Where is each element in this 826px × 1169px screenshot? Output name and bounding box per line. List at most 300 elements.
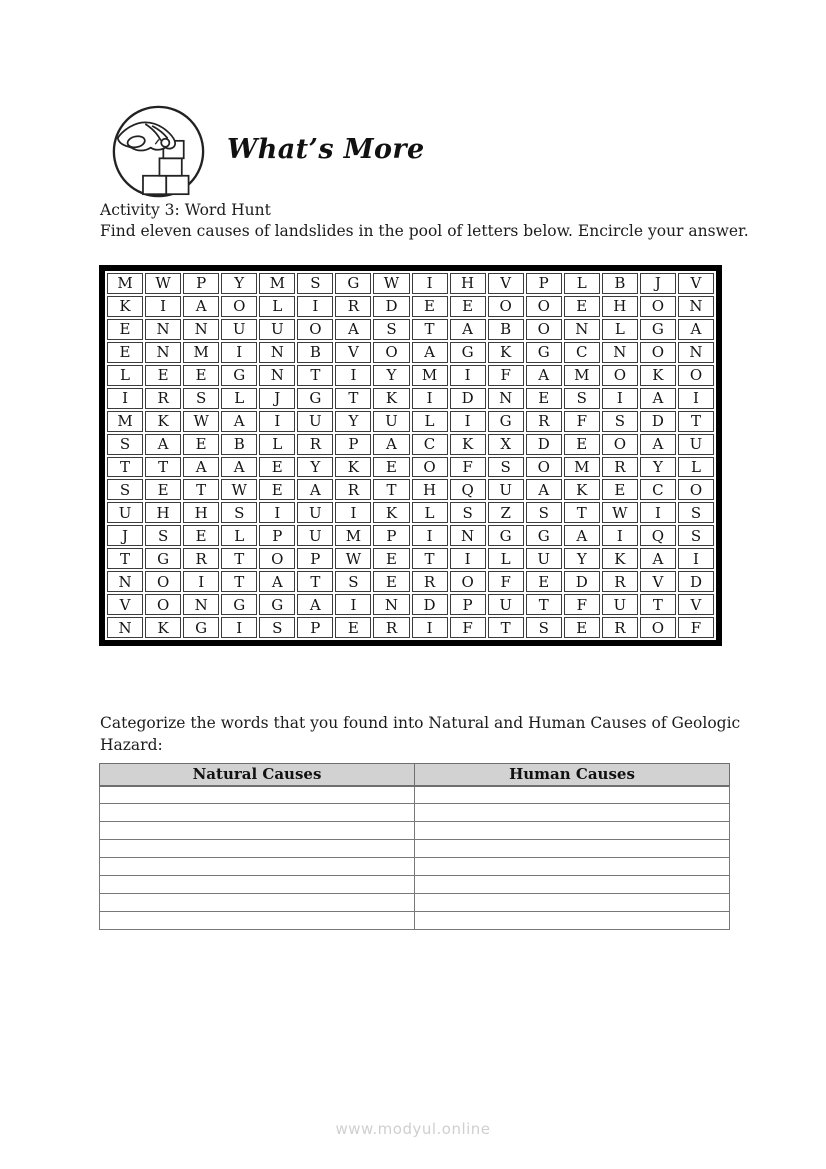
grid-cell: Y [335, 411, 371, 432]
grid-cell: I [412, 525, 448, 546]
grid-cell: O [145, 571, 181, 592]
grid-cell: E [564, 434, 600, 455]
grid-row [107, 411, 714, 432]
grid-cell: I [450, 411, 486, 432]
grid-cell: O [450, 571, 486, 592]
grid-cell: A [335, 319, 371, 340]
grid-cell: N [488, 388, 524, 409]
grid-cell: F [450, 457, 486, 478]
grid-cell: E [335, 617, 371, 638]
grid-cell: E [183, 434, 219, 455]
activity-instruction: Find eleven causes of landslides in the pool of letters below. Encircle your answer. [100, 222, 749, 240]
grid-cell: S [373, 319, 409, 340]
grid-cell: N [564, 319, 600, 340]
grid-cell: J [259, 388, 295, 409]
grid-cell: A [526, 479, 562, 500]
grid-cell: M [335, 525, 371, 546]
grid-cell: T [412, 319, 448, 340]
category-table-cell [415, 858, 730, 876]
grid-cell: Y [221, 273, 257, 294]
grid-cell: R [183, 548, 219, 569]
grid-cell: I [145, 296, 181, 317]
grid-cell: L [678, 457, 714, 478]
grid-cell: N [107, 617, 143, 638]
grid-cell: T [640, 594, 676, 615]
grid-cell: T [221, 571, 257, 592]
grid-cell: Q [640, 525, 676, 546]
category-table-cell [415, 912, 730, 930]
category-table-cell [415, 894, 730, 912]
grid-cell: A [221, 411, 257, 432]
grid-cell: R [602, 457, 638, 478]
grid-cell: I [259, 411, 295, 432]
grid-cell: N [602, 342, 638, 363]
grid-cell: M [259, 273, 295, 294]
grid-cell: E [373, 457, 409, 478]
grid-cell: I [335, 594, 371, 615]
grid-cell: P [526, 273, 562, 294]
category-table-cell [415, 876, 730, 894]
grid-cell: S [183, 388, 219, 409]
grid-cell: L [221, 525, 257, 546]
human-causes-header: Human Causes [415, 764, 730, 786]
grid-cell: O [412, 457, 448, 478]
grid-cell: K [564, 479, 600, 500]
grid-cell: F [450, 617, 486, 638]
grid-cell: T [564, 502, 600, 523]
grid-cell: R [412, 571, 448, 592]
grid-cell: T [221, 548, 257, 569]
grid-row [107, 525, 714, 546]
natural-causes-header: Natural Causes [100, 764, 415, 786]
grid-cell: N [259, 365, 295, 386]
category-table [99, 763, 730, 930]
grid-cell: M [107, 411, 143, 432]
grid-cell: E [145, 365, 181, 386]
grid-cell: K [373, 502, 409, 523]
grid-cell: S [335, 571, 371, 592]
grid-cell: A [640, 548, 676, 569]
grid-cell: H [183, 502, 219, 523]
grid-cell: O [297, 319, 333, 340]
grid-cell: I [640, 502, 676, 523]
grid-row [107, 273, 714, 294]
grid-cell: B [488, 319, 524, 340]
grid-cell: V [107, 594, 143, 615]
grid-cell: K [145, 411, 181, 432]
grid-cell: D [678, 571, 714, 592]
grid-cell: A [221, 457, 257, 478]
grid-cell: C [412, 434, 448, 455]
grid-cell: E [145, 479, 181, 500]
grid-cell: O [602, 434, 638, 455]
grid-cell: A [640, 434, 676, 455]
grid-cell: A [526, 365, 562, 386]
grid-row [107, 594, 714, 615]
grid-row [107, 502, 714, 523]
grid-cell: B [221, 434, 257, 455]
grid-cell: S [450, 502, 486, 523]
grid-cell: B [297, 342, 333, 363]
grid-cell: D [412, 594, 448, 615]
hand-stacking-blocks-icon [110, 103, 207, 200]
grid-row [107, 319, 714, 340]
grid-cell: P [259, 525, 295, 546]
grid-cell: D [373, 296, 409, 317]
grid-cell: T [678, 411, 714, 432]
categorize-prompt: Categorize the words that you found into Natural and Human Causes of Geologic Hazard: [100, 714, 741, 754]
grid-cell: L [259, 434, 295, 455]
grid-cell: L [564, 273, 600, 294]
grid-cell: T [107, 548, 143, 569]
category-table-cell [415, 822, 730, 840]
grid-cell: P [183, 273, 219, 294]
grid-cell: T [107, 457, 143, 478]
grid-cell: I [450, 365, 486, 386]
grid-cell: C [640, 479, 676, 500]
grid-cell: F [564, 411, 600, 432]
grid-cell: E [183, 365, 219, 386]
grid-row [107, 296, 714, 317]
grid-cell: I [412, 617, 448, 638]
grid-cell: R [526, 411, 562, 432]
grid-cell: F [488, 365, 524, 386]
grid-cell: A [297, 479, 333, 500]
grid-cell: R [602, 617, 638, 638]
grid-cell: M [564, 457, 600, 478]
grid-cell: E [526, 388, 562, 409]
grid-cell: A [450, 319, 486, 340]
grid-row [107, 479, 714, 500]
grid-cell: O [259, 548, 295, 569]
grid-cell: E [373, 548, 409, 569]
grid-cell: S [107, 434, 143, 455]
grid-cell: E [107, 319, 143, 340]
grid-cell: I [335, 365, 371, 386]
grid-cell: E [259, 457, 295, 478]
grid-cell: O [373, 342, 409, 363]
grid-cell: Y [640, 457, 676, 478]
grid-cell: E [450, 296, 486, 317]
grid-cell: N [145, 342, 181, 363]
grid-cell: I [602, 388, 638, 409]
grid-cell: S [564, 388, 600, 409]
category-table-row [100, 804, 730, 822]
grid-cell: P [297, 548, 333, 569]
grid-cell: E [373, 571, 409, 592]
grid-cell: E [564, 296, 600, 317]
watermark: www.modyul.online [335, 1120, 491, 1138]
grid-cell: P [335, 434, 371, 455]
grid-cell: H [450, 273, 486, 294]
grid-cell: M [412, 365, 448, 386]
grid-cell: U [221, 319, 257, 340]
grid-cell: A [678, 319, 714, 340]
activity-title: Activity 3: Word Hunt [100, 201, 271, 219]
grid-cell: W [602, 502, 638, 523]
grid-cell: S [678, 502, 714, 523]
grid-cell: P [297, 617, 333, 638]
grid-cell: G [335, 273, 371, 294]
grid-cell: P [450, 594, 486, 615]
grid-cell: S [488, 457, 524, 478]
grid-cell: T [335, 388, 371, 409]
category-table-row [100, 840, 730, 858]
grid-cell: N [183, 594, 219, 615]
grid-cell: E [564, 617, 600, 638]
grid-cell: D [640, 411, 676, 432]
grid-cell: E [526, 571, 562, 592]
grid-cell: O [678, 365, 714, 386]
grid-cell: U [297, 502, 333, 523]
grid-cell: K [145, 617, 181, 638]
grid-row [107, 617, 714, 638]
category-table-row [100, 876, 730, 894]
grid-cell: S [221, 502, 257, 523]
grid-row [107, 457, 714, 478]
grid-cell: I [107, 388, 143, 409]
grid-cell: S [526, 502, 562, 523]
grid-cell: M [107, 273, 143, 294]
grid-cell: L [221, 388, 257, 409]
grid-cell: X [488, 434, 524, 455]
category-table-cell [100, 840, 415, 858]
grid-cell: V [335, 342, 371, 363]
grid-cell: R [335, 479, 371, 500]
grid-cell: U [297, 525, 333, 546]
grid-row [107, 365, 714, 386]
grid-cell: S [297, 273, 333, 294]
grid-cell: H [602, 296, 638, 317]
grid-cell: G [297, 388, 333, 409]
grid-cell: G [145, 548, 181, 569]
grid-cell: R [373, 617, 409, 638]
page-title: What’s More [227, 134, 425, 165]
grid-cell: T [297, 365, 333, 386]
grid-cell: G [450, 342, 486, 363]
grid-cell: D [564, 571, 600, 592]
grid-cell: K [335, 457, 371, 478]
grid-cell: I [335, 502, 371, 523]
grid-row [107, 342, 714, 363]
grid-row [107, 434, 714, 455]
grid-cell: N [259, 342, 295, 363]
grid-cell: F [488, 571, 524, 592]
grid-cell: O [640, 617, 676, 638]
grid-cell: H [145, 502, 181, 523]
grid-cell: I [221, 342, 257, 363]
grid-cell: I [412, 388, 448, 409]
grid-cell: R [335, 296, 371, 317]
grid-cell: A [640, 388, 676, 409]
category-table-row [100, 894, 730, 912]
grid-cell: D [450, 388, 486, 409]
grid-cell: O [640, 342, 676, 363]
grid-cell: A [373, 434, 409, 455]
grid-cell: A [259, 571, 295, 592]
category-table-cell [100, 804, 415, 822]
grid-cell: F [564, 594, 600, 615]
category-table-row [100, 786, 730, 804]
grid-cell: A [145, 434, 181, 455]
category-table-cell [100, 876, 415, 894]
grid-cell: Y [564, 548, 600, 569]
activity-block [100, 200, 780, 242]
grid-cell: U [259, 319, 295, 340]
grid-cell: T [373, 479, 409, 500]
grid-cell: K [107, 296, 143, 317]
grid-cell: G [183, 617, 219, 638]
grid-cell: I [678, 548, 714, 569]
category-table-cell [415, 804, 730, 822]
category-table-body [100, 786, 730, 930]
grid-cell: G [526, 342, 562, 363]
grid-cell: V [640, 571, 676, 592]
category-table-cell [100, 786, 415, 804]
grid-cell: T [183, 479, 219, 500]
grid-cell: A [412, 342, 448, 363]
word-grid-table [107, 273, 714, 638]
grid-cell: Y [297, 457, 333, 478]
grid-cell: E [602, 479, 638, 500]
grid-cell: T [526, 594, 562, 615]
grid-cell: B [602, 273, 638, 294]
grid-cell: U [602, 594, 638, 615]
category-table-cell [100, 894, 415, 912]
grid-cell: N [450, 525, 486, 546]
grid-cell: W [183, 411, 219, 432]
grid-cell: P [373, 525, 409, 546]
grid-cell: K [488, 342, 524, 363]
grid-cell: I [678, 388, 714, 409]
grid-cell: O [145, 594, 181, 615]
grid-cell: F [678, 617, 714, 638]
grid-cell: C [564, 342, 600, 363]
grid-cell: U [488, 479, 524, 500]
grid-cell: E [183, 525, 219, 546]
grid-cell: T [297, 571, 333, 592]
grid-cell: L [488, 548, 524, 569]
grid-cell: O [526, 457, 562, 478]
grid-cell: U [373, 411, 409, 432]
grid-cell: N [145, 319, 181, 340]
grid-cell: A [183, 457, 219, 478]
grid-cell: O [640, 296, 676, 317]
grid-cell: Z [488, 502, 524, 523]
grid-cell: K [373, 388, 409, 409]
grid-cell: L [412, 411, 448, 432]
grid-cell: R [602, 571, 638, 592]
grid-cell: U [297, 411, 333, 432]
grid-cell: I [259, 502, 295, 523]
grid-cell: W [335, 548, 371, 569]
grid-cell: I [221, 617, 257, 638]
category-table-cell [100, 858, 415, 876]
grid-cell: L [107, 365, 143, 386]
grid-cell: V [678, 594, 714, 615]
category-table-header-row [100, 764, 730, 786]
grid-cell: S [526, 617, 562, 638]
category-table-row [100, 822, 730, 840]
grid-cell: G [488, 411, 524, 432]
category-table-cell [415, 786, 730, 804]
category-table-cell [100, 912, 415, 930]
grid-cell: L [259, 296, 295, 317]
grid-cell: K [640, 365, 676, 386]
grid-cell: R [297, 434, 333, 455]
grid-cell: T [145, 457, 181, 478]
grid-cell: A [183, 296, 219, 317]
grid-cell: O [526, 296, 562, 317]
grid-cell: K [602, 548, 638, 569]
grid-cell: J [640, 273, 676, 294]
grid-cell: U [678, 434, 714, 455]
category-table-cell [415, 840, 730, 858]
grid-cell: S [107, 479, 143, 500]
grid-cell: G [221, 365, 257, 386]
grid-cell: N [373, 594, 409, 615]
word-search-grid [99, 265, 722, 646]
grid-row [107, 388, 714, 409]
grid-cell: W [373, 273, 409, 294]
grid-cell: O [526, 319, 562, 340]
grid-cell: V [678, 273, 714, 294]
grid-cell: I [602, 525, 638, 546]
grid-cell: S [602, 411, 638, 432]
grid-cell: I [450, 548, 486, 569]
grid-cell: G [488, 525, 524, 546]
grid-cell: G [640, 319, 676, 340]
grid-cell: S [678, 525, 714, 546]
grid-cell: Q [450, 479, 486, 500]
grid-cell: O [678, 479, 714, 500]
grid-cell: N [107, 571, 143, 592]
grid-cell: A [564, 525, 600, 546]
grid-cell: S [145, 525, 181, 546]
category-table-row [100, 912, 730, 930]
grid-cell: A [297, 594, 333, 615]
grid-cell: T [412, 548, 448, 569]
grid-cell: J [107, 525, 143, 546]
grid-cell: G [221, 594, 257, 615]
grid-row [107, 548, 714, 569]
grid-cell: E [259, 479, 295, 500]
grid-cell: R [145, 388, 181, 409]
grid-cell: M [183, 342, 219, 363]
grid-cell: G [526, 525, 562, 546]
grid-cell: Y [373, 365, 409, 386]
grid-cell: U [107, 502, 143, 523]
grid-cell: L [602, 319, 638, 340]
grid-cell: O [602, 365, 638, 386]
grid-cell: V [488, 273, 524, 294]
grid-cell: S [259, 617, 295, 638]
grid-cell: U [526, 548, 562, 569]
grid-cell: E [107, 342, 143, 363]
grid-cell: O [488, 296, 524, 317]
grid-cell: N [678, 342, 714, 363]
grid-cell: I [412, 273, 448, 294]
grid-row [107, 571, 714, 592]
grid-cell: U [488, 594, 524, 615]
grid-cell: W [145, 273, 181, 294]
grid-cell: D [526, 434, 562, 455]
grid-cell: L [412, 502, 448, 523]
grid-cell: G [259, 594, 295, 615]
grid-cell: N [678, 296, 714, 317]
grid-cell: O [221, 296, 257, 317]
grid-cell: K [450, 434, 486, 455]
